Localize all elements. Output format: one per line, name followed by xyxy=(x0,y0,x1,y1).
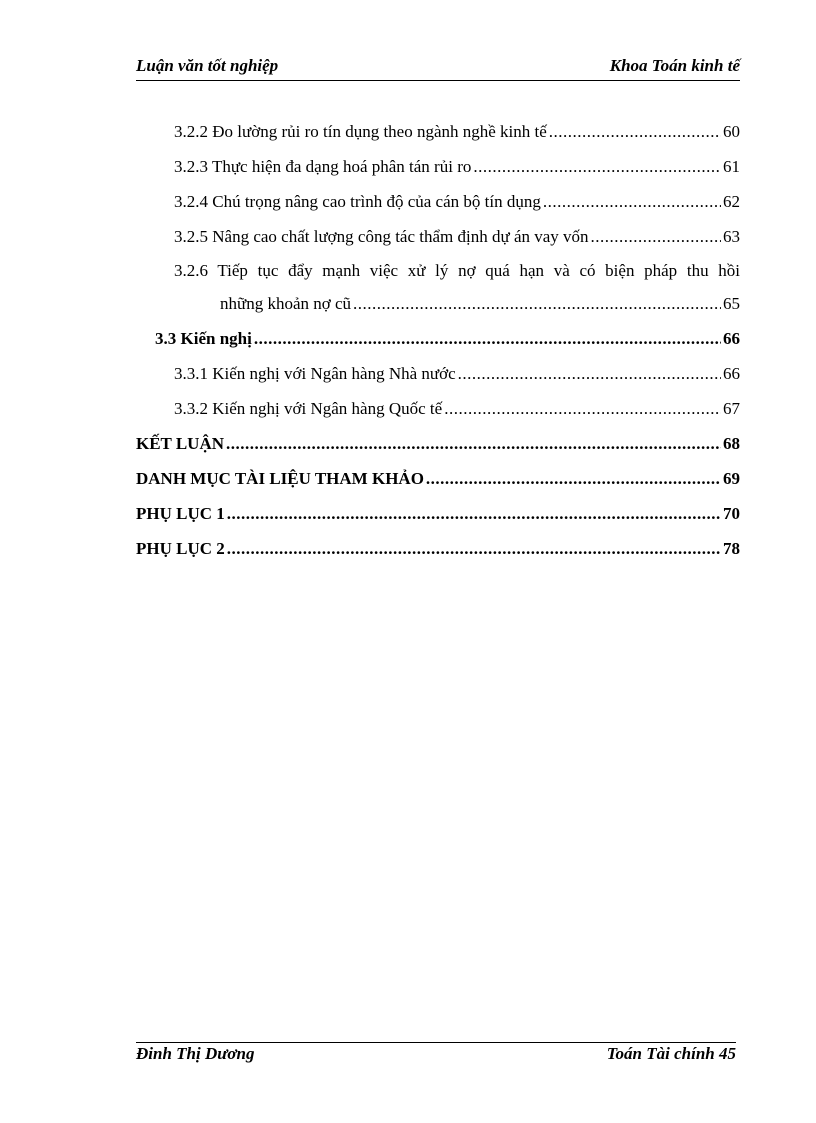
toc-leader-dots xyxy=(473,154,721,180)
footer-author: Đinh Thị Dương xyxy=(136,1044,255,1063)
toc-leader-dots xyxy=(458,361,721,387)
footer-divider xyxy=(136,1042,736,1043)
toc-leader-dots xyxy=(549,119,721,145)
toc-leader-dots xyxy=(353,291,721,317)
toc-page-number: 60 xyxy=(723,122,740,141)
toc-page-number: 69 xyxy=(723,469,740,488)
toc-entry-label: 3.2.6 Tiếp tục đẩy mạnh việc xử lý nợ quá hạn và có biện pháp thu hồi xyxy=(174,261,740,280)
toc-entry-label: 3.3 Kiến nghị xyxy=(155,329,252,348)
toc-page-number: 61 xyxy=(723,157,740,176)
toc-page-number: 66 xyxy=(723,329,740,348)
toc-page-number: 66 xyxy=(723,364,740,383)
toc-leader-dots xyxy=(226,431,721,457)
toc-entry-3-2-6-line1 xyxy=(174,258,740,284)
toc-page-number: 78 xyxy=(723,539,740,558)
toc-entry-label: 3.2.4 Chú trọng nâng cao trình độ của cán bộ tín dụng xyxy=(174,192,541,211)
toc-entry-label: 3.2.3 Thực hiện đa dạng hoá phân tán rủi ro xyxy=(174,157,472,176)
page-header xyxy=(136,56,740,80)
toc-leader-dots xyxy=(227,536,721,562)
toc-entry-ket-luan xyxy=(136,431,740,457)
toc-entry-label: KẾT LUẬN xyxy=(136,434,225,453)
toc-page-number: 65 xyxy=(723,294,740,313)
toc-leader-dots xyxy=(444,396,721,422)
toc-entry-3-2-2 xyxy=(174,119,740,145)
toc-entry-3-3-2 xyxy=(174,396,740,422)
toc-entry-3-2-5 xyxy=(174,224,740,250)
toc-leader-dots xyxy=(254,326,721,352)
header-thesis-title: Luận văn tốt nghiệp xyxy=(136,56,279,75)
toc-entry-label: 3.2.2 Đo lường rủi ro tín dụng theo ngành nghề kinh tế xyxy=(174,122,547,141)
header-divider xyxy=(136,80,740,81)
toc-entry-label: 3.3.1 Kiến nghị với Ngân hàng Nhà nước xyxy=(174,364,456,383)
toc-page-number: 68 xyxy=(723,434,740,453)
toc-entry-appendix-1 xyxy=(136,501,740,527)
toc-entry-3-3 xyxy=(155,326,740,352)
toc-page-number: 70 xyxy=(723,504,740,523)
toc-entry-label: 3.3.2 Kiến nghị với Ngân hàng Quốc tế xyxy=(174,399,443,418)
toc-page-number: 67 xyxy=(723,399,740,418)
toc-entry-3-2-3 xyxy=(174,154,740,180)
toc-leader-dots xyxy=(591,224,721,250)
page-footer xyxy=(136,1044,736,1068)
toc-entry-3-3-1 xyxy=(174,361,740,387)
toc-page-number: 62 xyxy=(723,192,740,211)
toc-entry-label-continued: những khoản nợ cũ xyxy=(220,294,352,313)
toc-leader-dots xyxy=(543,189,721,215)
toc-page-number: 63 xyxy=(723,227,740,246)
toc-leader-dots xyxy=(227,501,721,527)
toc-entry-references xyxy=(136,466,740,492)
footer-class-page: Toán Tài chính 45 xyxy=(606,1044,736,1063)
toc-entry-3-2-4 xyxy=(174,189,740,215)
toc-entry-label: DANH MỤC TÀI LIỆU THAM KHẢO xyxy=(136,469,424,488)
toc-entry-label: PHỤ LỤC 2 xyxy=(136,539,225,558)
toc-entry-label: 3.2.5 Nâng cao chất lượng công tác thẩm định dự án vay vốn xyxy=(174,227,589,246)
toc-entry-label: PHỤ LỤC 1 xyxy=(136,504,225,523)
toc-leader-dots xyxy=(426,466,721,492)
toc-entry-appendix-2 xyxy=(136,536,740,562)
toc-entry-3-2-6-line2 xyxy=(220,291,740,317)
header-faculty: Khoa Toán kinh tế xyxy=(609,56,740,75)
